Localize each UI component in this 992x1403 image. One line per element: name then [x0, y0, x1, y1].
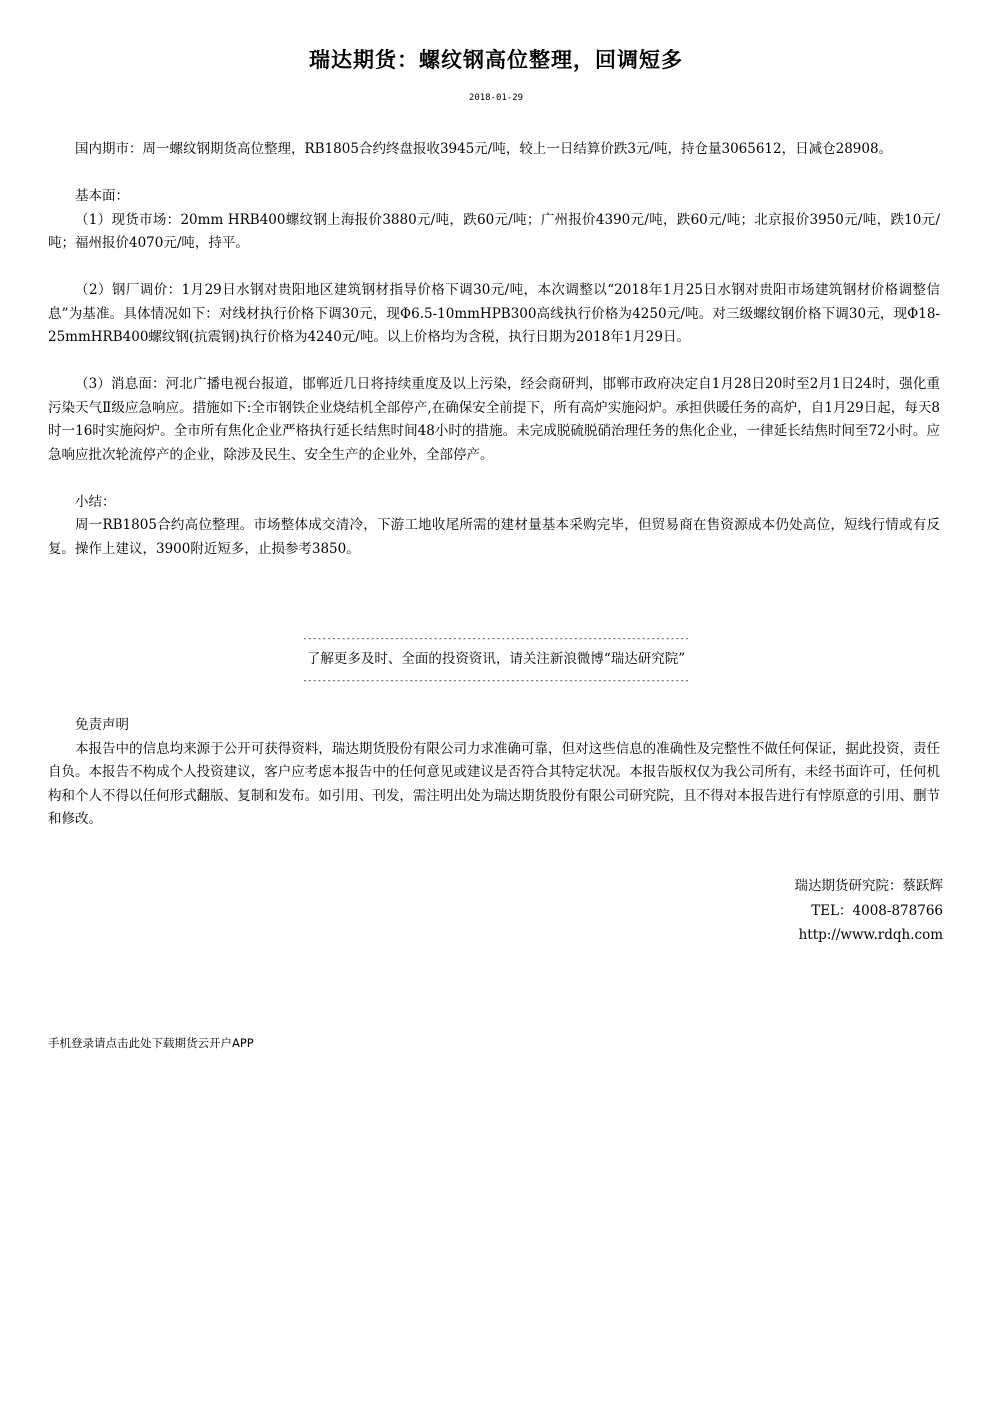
weibo-promo: [0, 628, 992, 691]
promo-text: 了解更多及时、全面的投资资讯，请关注新浪微博“瑞达研究院”: [306, 651, 686, 667]
paragraph-mill-price: （2）钢厂调价：1月29日水钢对贵阳地区建筑钢材指导价格下调30元/吨，本次调整以“2018年1月25日水钢对贵阳市场建筑钢材价格调整信息”为基准。具体情况如下：对线材执行价格下调30元，现Φ6.5-10mmHPB300高线执行价格为4250元/吨。对三级螺纹钢价格下调30元，现Φ18-25mmHRB400螺纹钢(抗震钢)执行价格为4240元/吨。以上价格均为含税，执行日期为2018年1月29日。: [48, 282, 940, 345]
paragraph-gap: [48, 162, 940, 186]
publish-date: 2018-01-29: [468, 93, 524, 103]
app-download-link[interactable]: 手机登录请点击此处下载期货云开户APP: [48, 1036, 254, 1050]
page-title: 瑞达期货：螺纹钢高位整理，回调短多: [309, 48, 683, 72]
signature-tel: TEL：4008-878766: [811, 902, 943, 919]
disclaimer-heading: 免责声明: [75, 717, 129, 733]
divider-top: --------------------------------------------------------------------------------: [302, 634, 690, 643]
paragraph-gap: [48, 256, 940, 280]
signature-block: [795, 874, 944, 948]
paragraph-summary: 周一RB1805合约高位整理。市场整体成交清冷，下游工地收尾所需的建材量基本采购完毕，但贸易商在售资源成本仍处高位，短线行情或有反复。操作上建议，3900附近短多，止损参考3850。: [48, 517, 940, 557]
signature-url[interactable]: http://www.rdqh.com: [798, 927, 943, 943]
signature-author: 瑞达期货研究院：蔡跃辉: [794, 878, 943, 894]
article-body: [48, 138, 940, 561]
paragraph-domestic-market: 国内期市：周一螺纹钢期货高位整理，RB1805合约终盘报收3945元/吨，较上一日结算价跌3元/吨，持仓量3065612，日减仓28908。: [75, 141, 893, 157]
paragraph-gap: [48, 350, 940, 374]
paragraph-gap: [48, 467, 940, 491]
disclaimer-section: [48, 714, 940, 832]
paragraph-news: （3）消息面：河北广播电视台报道，邯郸近几日将持续重度及以上污染，经会商研判，邯郸市政府决定自1月28日20时至2月1日24时，强化重污染天气Ⅱ级应急响应。措施如下:全市钢铁企业烧结机全部停产,在确保安全前提下，所有高炉实施闷炉。承担供暖任务的高炉，自1月29日起，每天8时一16时实施闷炉。全市所有焦化企业严格执行延长结焦时间48小时的措施。未完成脱硫脱硝治理任务的焦化企业，一律延长结焦时间至72小时。应急响应批次轮流停产的企业，除涉及民生、安全生产的企业外，全部停产。: [48, 376, 940, 463]
heading-fundamentals: 基本面：: [75, 188, 129, 204]
divider-bottom: --------------------------------------------------------------------------------: [302, 676, 690, 685]
paragraph-spot-market: （1）现货市场：20mm HRB400螺纹钢上海报价3880元/吨，跌60元/吨；广州报价4390元/吨，跌60元/吨；北京报价3950元/吨，跌10元/吨；福州报价4070元/吨，持平。: [48, 211, 940, 251]
heading-summary: 小结：: [75, 493, 116, 510]
disclaimer-body: 本报告中的信息均来源于公开可获得资料，瑞达期货股份有限公司力求准确可靠，但对这些信息的准确性及完整性不做任何保证，据此投资，责任自负。本报告不构成个人投资建议，客户应考虑本报告中的任何意见或建议是否符合其特定状况。本报告版权仅为我公司所有，未经书面许可，任何机构和个人不得以任何形式翻版、复制和发布。如引用、刊发，需注明出处为瑞达期货股份有限公司研究院，且不得对本报告进行有悖原意的引用、删节和修改。: [48, 740, 940, 827]
